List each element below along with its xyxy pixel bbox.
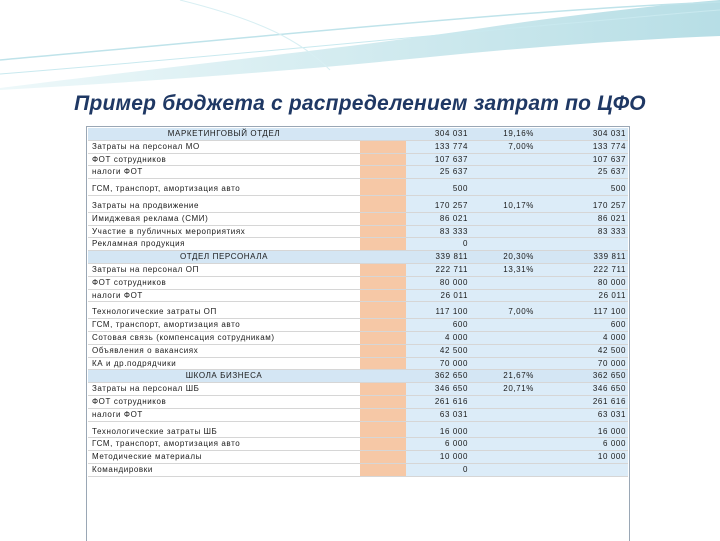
section-header-row	[88, 251, 628, 264]
total-value: 500	[538, 183, 628, 195]
percent-value: 7,00%	[472, 306, 538, 318]
percent-value	[472, 463, 538, 476]
percent-value: 20,30%	[472, 251, 538, 264]
budget-value: 339 811	[406, 251, 472, 264]
budget-value: 4 000	[406, 331, 472, 344]
total-value: 86 021	[538, 212, 628, 225]
percent-value	[472, 183, 538, 195]
total-value: 6 000	[538, 438, 628, 451]
table-row	[88, 289, 628, 302]
section-header-row	[88, 128, 628, 140]
table-row	[88, 438, 628, 451]
highlight-cell	[360, 200, 406, 212]
row-label: Имиджевая реклама (СМИ)	[88, 212, 360, 225]
percent-value	[472, 438, 538, 451]
total-value: 362 650	[538, 370, 628, 383]
percent-value	[472, 212, 538, 225]
percent-value	[472, 319, 538, 332]
budget-value: 0	[406, 238, 472, 251]
row-label: Затраты на персонал МО	[88, 140, 360, 153]
percent-value	[472, 289, 538, 302]
table-row	[88, 408, 628, 421]
budget-value: 42 500	[406, 344, 472, 357]
table-row	[88, 357, 628, 370]
table-row	[88, 451, 628, 464]
budget-value: 26 011	[406, 289, 472, 302]
highlight-cell	[360, 383, 406, 396]
row-label: налоги ФОТ	[88, 289, 360, 302]
budget-value: 117 100	[406, 306, 472, 318]
highlight-cell	[360, 128, 406, 140]
highlight-cell	[360, 357, 406, 370]
budget-value: 107 637	[406, 153, 472, 166]
row-label: Технологические затраты ШБ	[88, 426, 360, 438]
row-label: налоги ФОТ	[88, 408, 360, 421]
table-row	[88, 166, 628, 179]
percent-value	[472, 238, 538, 251]
row-label: Рекламная продукция	[88, 238, 360, 251]
percent-value: 19,16%	[472, 128, 538, 140]
percent-value	[472, 153, 538, 166]
section-header-row	[88, 370, 628, 383]
row-label: ГСМ, транспорт, амортизация авто	[88, 183, 360, 195]
budget-value: 80 000	[406, 276, 472, 289]
table-row	[88, 383, 628, 396]
table-row	[88, 153, 628, 166]
total-value: 117 100	[538, 306, 628, 318]
table-row	[88, 140, 628, 153]
budget-value: 600	[406, 319, 472, 332]
total-value: 339 811	[538, 251, 628, 264]
budget-value: 10 000	[406, 451, 472, 464]
budget-value: 222 711	[406, 263, 472, 276]
row-label: КА и др.подрядчики	[88, 357, 360, 370]
highlight-cell	[360, 276, 406, 289]
percent-value	[472, 408, 538, 421]
percent-value	[472, 395, 538, 408]
row-label: Затраты на персонал ОП	[88, 263, 360, 276]
highlight-cell	[360, 225, 406, 238]
percent-value: 7,00%	[472, 140, 538, 153]
total-value: 600	[538, 319, 628, 332]
budget-value: 362 650	[406, 370, 472, 383]
budget-value: 16 000	[406, 426, 472, 438]
budget-value: 346 650	[406, 383, 472, 396]
table-row	[88, 276, 628, 289]
budget-value: 86 021	[406, 212, 472, 225]
table-row	[88, 395, 628, 408]
table-row	[88, 344, 628, 357]
total-value: 42 500	[538, 344, 628, 357]
total-value: 4 000	[538, 331, 628, 344]
highlight-cell	[360, 183, 406, 195]
table-row	[88, 225, 628, 238]
row-label: Объявления о вакансиях	[88, 344, 360, 357]
total-value	[538, 238, 628, 251]
budget-value: 25 637	[406, 166, 472, 179]
row-label: Участие в публичных мероприятиях	[88, 225, 360, 238]
row-label: ОТДЕЛ ПЕРСОНАЛА	[88, 251, 360, 264]
row-label: ШКОЛА БИЗНЕСА	[88, 370, 360, 383]
total-value: 222 711	[538, 263, 628, 276]
total-value: 70 000	[538, 357, 628, 370]
percent-value	[472, 225, 538, 238]
highlight-cell	[360, 289, 406, 302]
total-value: 170 257	[538, 200, 628, 212]
table-row	[88, 212, 628, 225]
percent-value	[472, 166, 538, 179]
budget-table-container	[88, 128, 628, 540]
highlight-cell	[360, 306, 406, 318]
percent-value	[472, 426, 538, 438]
total-value: 261 616	[538, 395, 628, 408]
table-row	[88, 183, 628, 195]
budget-value: 170 257	[406, 200, 472, 212]
highlight-cell	[360, 438, 406, 451]
row-label: Затраты на персонал ШБ	[88, 383, 360, 396]
row-label: Методические материалы	[88, 451, 360, 464]
budget-value: 83 333	[406, 225, 472, 238]
highlight-cell	[360, 140, 406, 153]
table-row	[88, 263, 628, 276]
row-label: ФОТ сотрудников	[88, 276, 360, 289]
table-row	[88, 200, 628, 212]
percent-value	[472, 276, 538, 289]
total-value: 107 637	[538, 153, 628, 166]
table-row	[88, 319, 628, 332]
row-label: Сотовая связь (компенсация сотрудникам)	[88, 331, 360, 344]
highlight-cell	[360, 451, 406, 464]
total-value: 133 774	[538, 140, 628, 153]
row-label: ГСМ, транспорт, амортизация авто	[88, 319, 360, 332]
row-label: Технологические затраты ОП	[88, 306, 360, 318]
highlight-cell	[360, 263, 406, 276]
highlight-cell	[360, 238, 406, 251]
row-label: Затраты на продвижение	[88, 200, 360, 212]
total-value: 63 031	[538, 408, 628, 421]
budget-value: 304 031	[406, 128, 472, 140]
budget-value: 133 774	[406, 140, 472, 153]
total-value: 16 000	[538, 426, 628, 438]
total-value	[538, 463, 628, 476]
total-value: 304 031	[538, 128, 628, 140]
budget-value: 63 031	[406, 408, 472, 421]
budget-table	[88, 128, 628, 477]
total-value: 10 000	[538, 451, 628, 464]
table-row	[88, 463, 628, 476]
budget-value: 261 616	[406, 395, 472, 408]
row-label: ГСМ, транспорт, амортизация авто	[88, 438, 360, 451]
total-value: 80 000	[538, 276, 628, 289]
highlight-cell	[360, 344, 406, 357]
highlight-cell	[360, 319, 406, 332]
table-row	[88, 238, 628, 251]
total-value: 26 011	[538, 289, 628, 302]
table-row	[88, 426, 628, 438]
percent-value: 21,67%	[472, 370, 538, 383]
budget-value: 70 000	[406, 357, 472, 370]
percent-value	[472, 344, 538, 357]
percent-value: 13,31%	[472, 263, 538, 276]
budget-value: 500	[406, 183, 472, 195]
budget-value: 0	[406, 463, 472, 476]
highlight-cell	[360, 395, 406, 408]
row-label: ФОТ сотрудников	[88, 153, 360, 166]
total-value: 346 650	[538, 383, 628, 396]
percent-value	[472, 331, 538, 344]
highlight-cell	[360, 251, 406, 264]
highlight-cell	[360, 166, 406, 179]
table-row	[88, 331, 628, 344]
highlight-cell	[360, 408, 406, 421]
budget-value: 6 000	[406, 438, 472, 451]
percent-value	[472, 357, 538, 370]
percent-value: 10,17%	[472, 200, 538, 212]
highlight-cell	[360, 153, 406, 166]
table-row	[88, 306, 628, 318]
highlight-cell	[360, 463, 406, 476]
row-label: Командировки	[88, 463, 360, 476]
highlight-cell	[360, 426, 406, 438]
total-value: 25 637	[538, 166, 628, 179]
highlight-cell	[360, 331, 406, 344]
highlight-cell	[360, 212, 406, 225]
highlight-cell	[360, 370, 406, 383]
slide-title: Пример бюджета с распределением затрат по ЦФО	[74, 92, 646, 115]
decorative-swoosh	[0, 0, 720, 90]
percent-value: 20,71%	[472, 383, 538, 396]
percent-value	[472, 451, 538, 464]
row-label: ФОТ сотрудников	[88, 395, 360, 408]
row-label: МАРКЕТИНГОВЫЙ ОТДЕЛ	[88, 128, 360, 140]
total-value: 83 333	[538, 225, 628, 238]
row-label: налоги ФОТ	[88, 166, 360, 179]
